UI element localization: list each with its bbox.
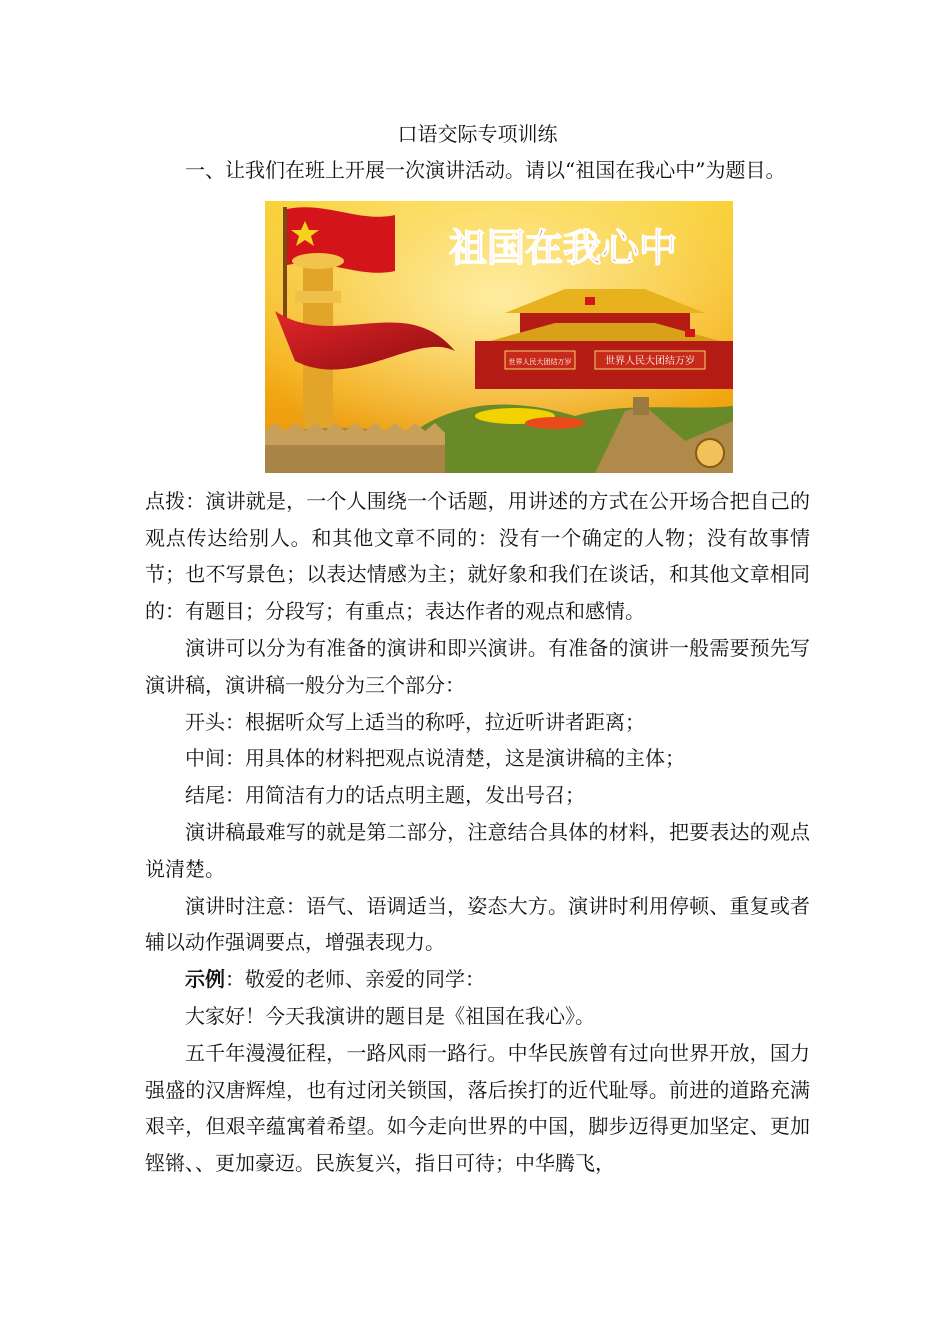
example-label: 示例: [185, 967, 225, 992]
paragraph-attention: 演讲时注意：语气、语调适当，姿态大方。演讲时利用停顿、重复或者辅以动作强调要点，增强表现力。: [145, 893, 810, 955]
paragraph-ending: 结尾：用简洁有力的话点明主题，发出号召；: [185, 783, 585, 808]
document-body: [145, 118, 810, 1182]
paragraph-history: 五千年漫漫征程，一路风雨一路行。中华民族曾有过向世界开放，国力强盛的汉唐辉煌，也有过闭关锁国，落后挨打的近代耻辱。前进的道路充满艰辛，但艰辛蕴寓着希望。如今走向世界的中国，脚步迈得更加坚定、更加铿锵、、更加豪迈。民族复兴，指日可待；中华腾飞，: [145, 1040, 810, 1176]
paragraph-difficulty: 演讲稿最难写的就是第二部分，注意结合具体的材料，把要表达的观点说清楚。: [145, 819, 810, 881]
banner-left: 世界人民大团结万岁: [508, 357, 572, 366]
example-greeting: ：敬爱的老师、亲爱的同学：: [225, 967, 485, 992]
paragraph-speech-types: 演讲可以分为有准备的演讲和即兴演讲。有准备的演讲一般需要预先写演讲稿，演讲稿一般分为三个部分：: [145, 635, 810, 697]
banner-right: 世界人民大团结万岁: [605, 355, 695, 367]
paragraph-middle: 中间：用具体的材料把观点说清楚，这是演讲稿的主体；: [185, 746, 685, 771]
document-title: 口语交际专项训练: [397, 122, 558, 146]
illustration-image: [265, 201, 733, 473]
illustration-svg: [265, 201, 733, 473]
paragraph-hello: 大家好！今天我演讲的题目是《祖国在我心》。: [185, 1003, 595, 1028]
paragraph-opening: 开头：根据听众写上适当的称呼，拉近听讲者距离；: [185, 709, 645, 734]
task-paragraph: 一、让我们在班上开展一次演讲活动。请以“祖国在我心中”为题目。: [185, 158, 786, 182]
paragraph-example: [145, 961, 810, 998]
paragraph-tips: 点拨：演讲就是，一个人围绕一个话题，用讲述的方式在公开场合把自己的观点传达给别人。和其他文章不同的：没有一个确定的人物；没有故事情节；也不写景色；以表达情感为主；就好象和我们在谈话，和其他文章相同的：有题目；分段写；有重点；表达作者的观点和感情。: [145, 488, 810, 624]
illustration-title: 祖国在我心中: [448, 224, 678, 270]
